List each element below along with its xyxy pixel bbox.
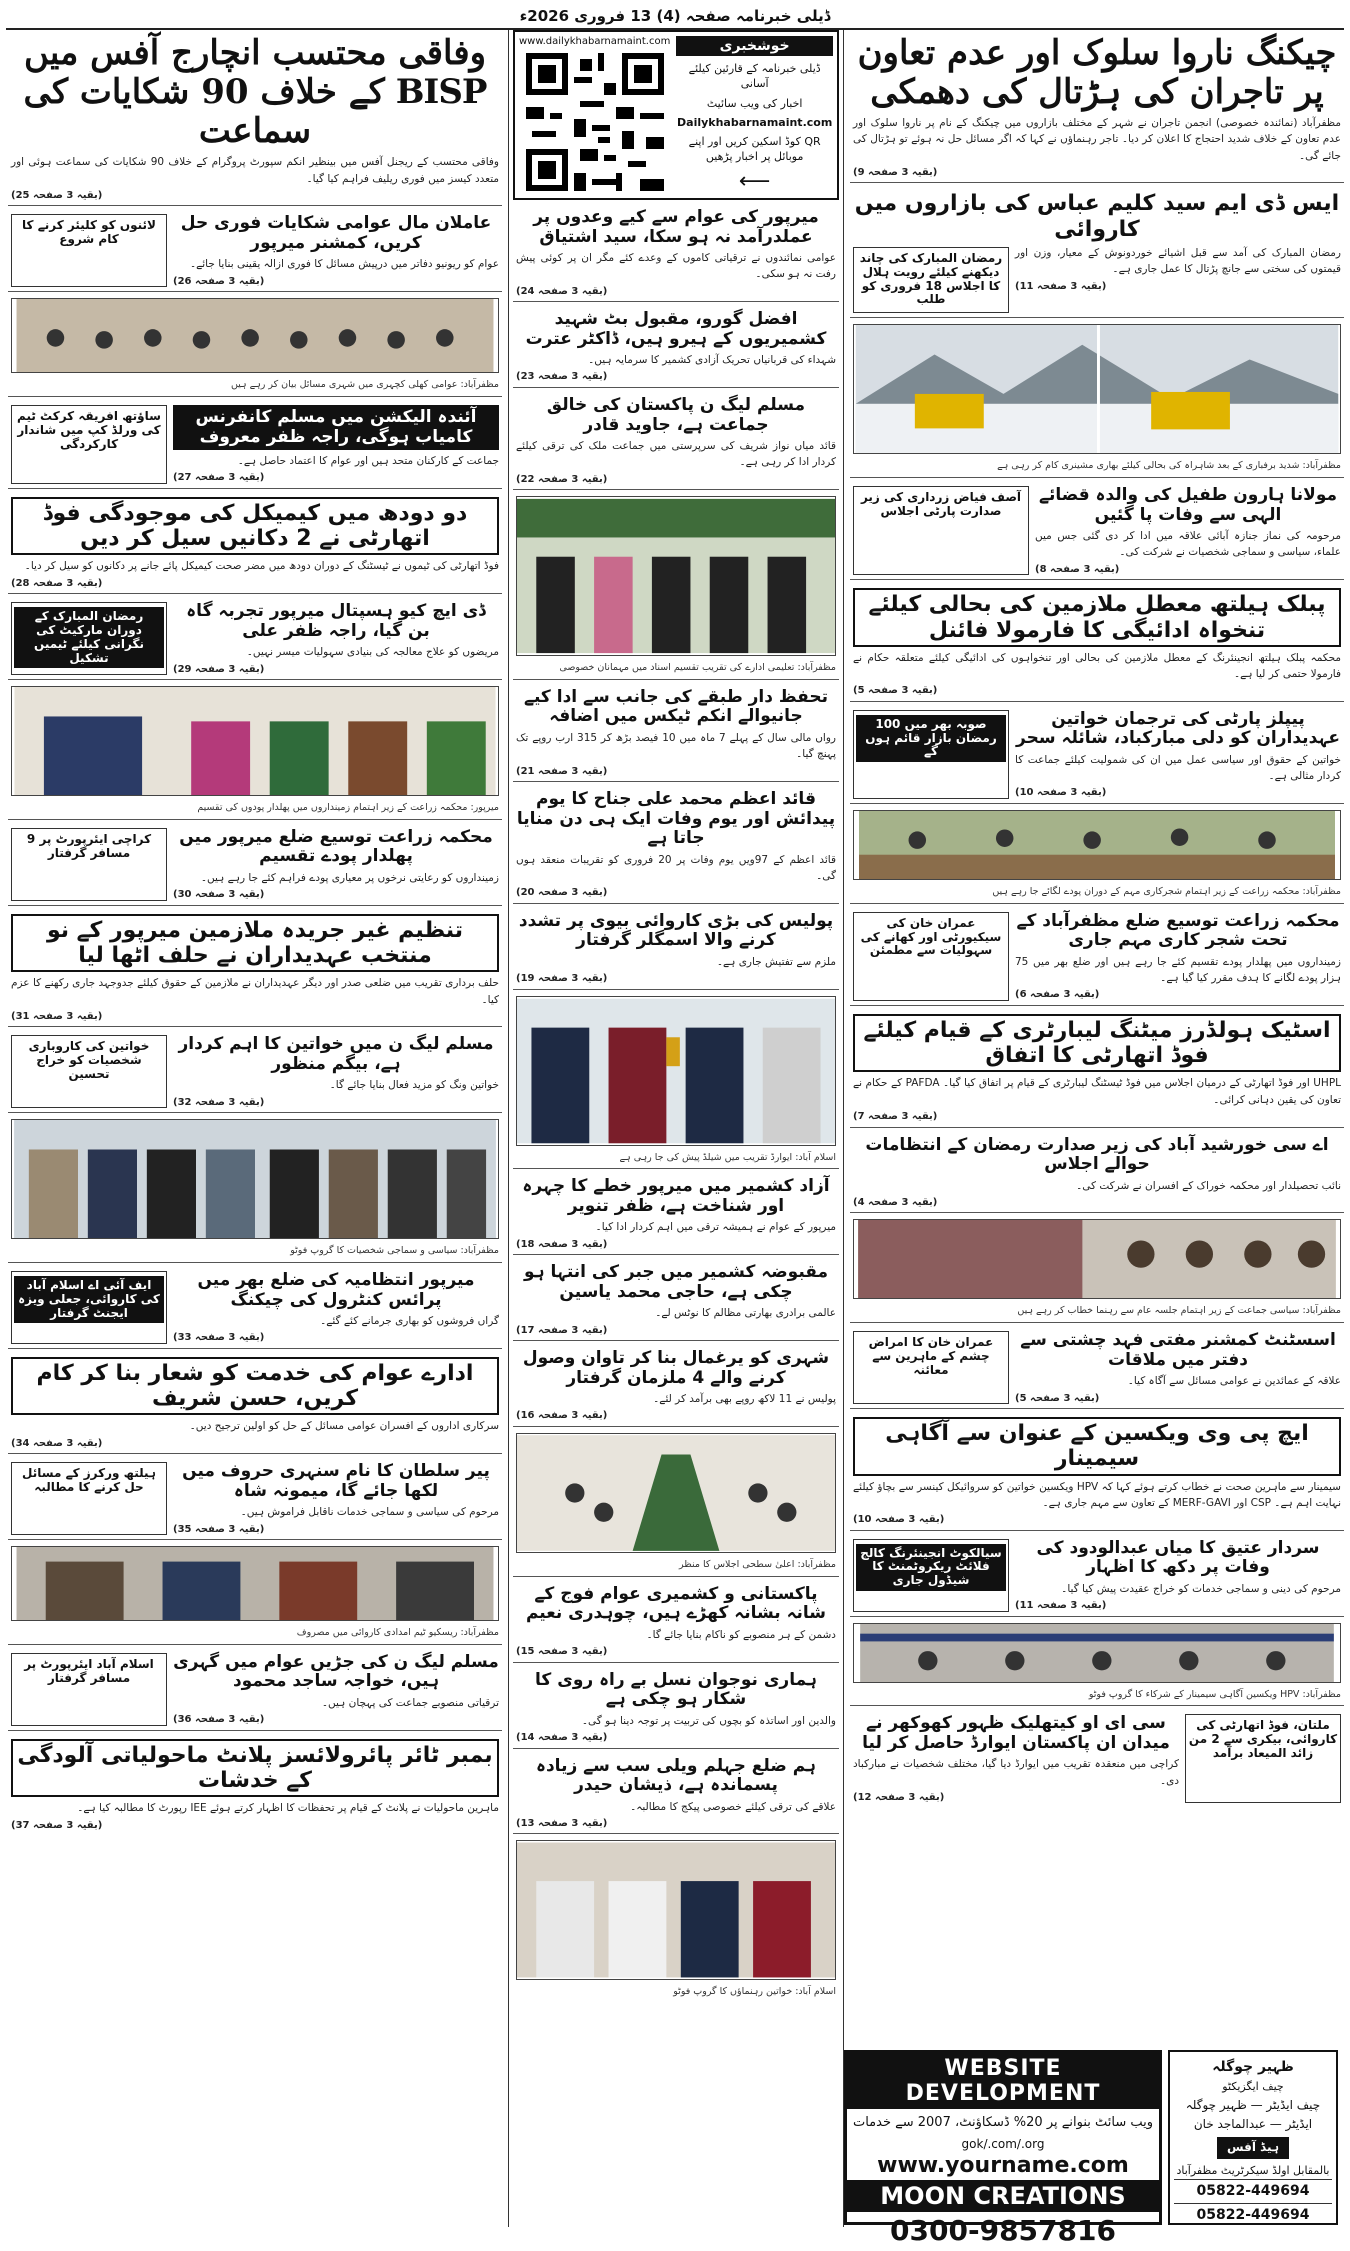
photo-caption: مظفرآباد: عوامی کھلی کچہری میں شہری مسائل بیان کر رہے ہیں	[230, 379, 499, 391]
story	[8, 1649, 502, 1731]
story-body: کراچی میں منعقدہ تقریب میں ایوارڈ دیا گیا، مختلف شخصیات نے مبارکباد دی۔ (بقیہ 3 صفحہ 12)	[853, 1758, 1179, 1803]
headline: ہم ضلع جہلم ویلی سب سے زیادہ پسماندہ ہے، ذیشان حیدر	[536, 1755, 816, 1796]
photo-plantation	[853, 810, 1341, 880]
photo-seminar	[853, 1623, 1341, 1683]
headline: آزاد کشمیر میں میرپور خطے کا چہرہ اور شناخت ہے، ظفر تنویر	[522, 1176, 830, 1216]
headline: ایس ڈی ایم سید کلیم عباس کی بازاروں میں کاروائی	[854, 191, 1340, 242]
headline: رمضان المبارک کی چاند دیکھنے کیلئے رویت ہلال کا اجلاس 18 فروری کو طلب	[859, 251, 1003, 307]
headline: تنظیم غیر جریدہ ملازمین میرپور کے نو منتخب عہدیداران نے حلف اٹھا لیا	[11, 914, 499, 973]
story	[513, 1667, 839, 1749]
headline: سی ای او کیتھلیک ظہور کھوکھر نے میدان ان پاکستان ایوارڈ حاصل کر لیا	[862, 1713, 1170, 1753]
editor-label: ایڈیٹر	[1285, 2117, 1313, 2132]
chief-editor-name: ظہیر چوگلہ	[1185, 2097, 1247, 2112]
headline: اسٹیک ہولڈرز میٹنگ لیبارٹری کے قیام کیلئے فوڈ اتھارٹی کا اتفاق	[853, 1014, 1341, 1073]
story	[8, 824, 502, 906]
photo-caption: مظفرآباد: شدید برفباری کے بعد شاہراہ کی بحالی کیلئے بھاری مشینری کام کر رہی ہے	[997, 460, 1341, 472]
headline: کراچی ایئرپورٹ پر 9 مسافر گرفتار	[26, 831, 152, 860]
headline: عاملان مال عوامی شکایات فوری حل کریں، کمشنر میرپور	[180, 213, 492, 253]
story-body: نائب تحصیلدار اور محکمہ خوراک کے افسران نے شرکت کی۔ (بقیہ 3 صفحہ 4)	[853, 1179, 1341, 1208]
story	[8, 210, 502, 292]
photo-caption: اسلام آباد: خواتین رہنماؤں کا گروپ فوٹو	[673, 1986, 836, 1998]
photo-block	[850, 1217, 1344, 1323]
headline: صوبہ بھر میں 100 رمضان بازار قائم ہوں گے	[856, 715, 1006, 762]
qr-url: www.dailykhabarnamaint.com	[519, 36, 671, 47]
story	[513, 392, 839, 490]
signature: ظہیر چوگلہ	[1212, 2059, 1294, 2075]
qr-title: خوشخبری	[676, 36, 833, 56]
dateline-bar	[6, 4, 1344, 30]
story-body: عالمی برادری بھارتی مظالم کا نوٹس لے۔ (بقیہ 3 صفحہ 17)	[516, 1307, 836, 1336]
office-phone: 05822-449694	[1174, 2179, 1332, 2202]
photo-block	[8, 684, 502, 820]
story	[8, 1267, 502, 1349]
photo-block	[850, 808, 1344, 904]
photo-rescue	[11, 1546, 499, 1621]
headline: پاکستانی و کشمیری عوام فوج کے شانہ بشانہ کھڑے ہیں، چوہدری نعیم	[525, 1583, 827, 1624]
story-body: مرحوم کی دینی و سماجی خدمات کو خراج عقیدت پیش کیا گیا۔ (بقیہ 3 صفحہ 11)	[1015, 1582, 1341, 1612]
story-body: علاقہ کے عمائدین نے عوامی مسائل سے آگاہ کیا۔ (بقیہ 3 صفحہ 5)	[1015, 1375, 1341, 1404]
story-body: قائد میاں نواز شریف کی سرپرستی میں جماعت ملک کی ترقی کیلئے کردار ادا کر رہی ہے۔ (بقیہ 3 صفحہ 22)	[516, 440, 836, 485]
headline: پیپلز پارٹی کی ترجمان خواتین عہدیداران کو دلی مبارکباد، شائلہ سحر	[1016, 708, 1340, 749]
story	[850, 584, 1344, 702]
story	[850, 482, 1344, 580]
headline: محکمہ زراعت توسیع ضلع مظفرآباد کے تحت شجر کاری مہم جاری	[1016, 910, 1340, 951]
photo-caption: مظفرآباد: تعلیمی ادارے کی تقریب تقسیم اسناد میں مہمانان خصوصی	[559, 662, 836, 674]
story-body: پولیس نے 11 لاکھ روپے بھی برآمد کر لئے۔ (بقیہ 3 صفحہ 16)	[516, 1393, 836, 1422]
story	[8, 30, 502, 206]
headline: خواتین کی کاروباری شخصیات کو خراج تحسین	[28, 1039, 150, 1081]
headline: قائد اعظم محمد علی جناح کا یوم پیدائش اور یوم وفات ایک ہی دن منایا جاتا ہے	[516, 789, 836, 849]
photo-caption: اسلام آباد: ایوارڈ تقریب میں شیلڈ پیش کی جا رہی ہے	[619, 1151, 836, 1163]
story	[513, 684, 839, 782]
story	[513, 1345, 839, 1427]
website-advert	[844, 2050, 1162, 2247]
story	[850, 1413, 1344, 1531]
story-body: عوامی نمائندوں نے ترقیاتی کاموں کے وعدے کئے مگر ان پر کوئی پیش رفت نہ ہو سکی۔ (بقیہ 3 صفحہ 24)	[516, 252, 836, 297]
ad-url[interactable]: www.yourname.com	[877, 2152, 1129, 2178]
story-body: حلف برداری تقریب میں ضلعی صدر اور دیگر عہدیداران نے ملازمین کے حقوق کیلئے جدوجہد جاری رکھنے کا عزم کیا۔ (بقیہ 3 صفحہ 31)	[11, 977, 499, 1022]
story	[513, 908, 839, 990]
story	[513, 786, 839, 904]
headline: مقبوضہ کشمیر میں جبر کی انتہا ہو چکی ہے، حاجی محمد یاسین	[523, 1262, 829, 1302]
story	[850, 908, 1344, 1006]
story-body: رمضان المبارک کی آمد سے قبل اشیائے خوردونوش کے معیار، وزن اور قیمتوں کی سختی سے جانچ پڑتال کا عمل جاری ہے۔ (بقیہ 3 صفحہ 11)	[1015, 247, 1341, 292]
photo-block	[850, 322, 1344, 478]
qr-site: Dailykhabarnamaint.com	[677, 116, 833, 129]
headline: دو دودھ میں کیمیکل کی موجودگی فوڈ اتھارٹی نے 2 دکانیں سیل کر دیں	[11, 497, 499, 556]
photo-rally	[853, 1219, 1341, 1299]
story	[8, 1353, 502, 1454]
story	[850, 30, 1344, 183]
headline: سردار عتیق کا میاں عبدالودود کی وفات پر دکھ کا اظہار	[1036, 1537, 1320, 1578]
story-body: مرحومہ کی نماز جنازہ آبائی علاقہ میں ادا کر دی گئی جس میں علماء، سیاسی و سماجی شخصیات نے شرکت کی۔ (بقیہ 3 صفحہ 8)	[1035, 530, 1341, 575]
ad-company: MOON CREATIONS	[847, 2180, 1159, 2212]
story-body: علاقے کی ترقی کیلئے خصوصی پیکج کا مطالبہ۔ (بقیہ 3 صفحہ 13)	[516, 1800, 836, 1829]
headline: آئندہ الیکشن میں مسلم کانفرنس کامیاب ہوگی، راجہ ظفر معروف	[173, 405, 499, 450]
photo-caption: میرپور: محکمہ زراعت کے زیر اہتمام زمینداروں میں پھلدار پودوں کی تقسیم	[197, 802, 499, 814]
headline: عمران خان کا امراض چشم کے ماہرین سے معائنہ	[868, 1335, 994, 1377]
headline: مولانا ہارون طفیل کی والدہ قضائے الہی سے وفات پا گئیں	[1038, 485, 1338, 525]
story	[513, 1581, 839, 1663]
photo-caption: مظفرآباد: ریسکیو ٹیم امدادی کاروائی میں مصروف	[296, 1627, 499, 1639]
photo-caption: مظفرآباد: اعلیٰ سطحی اجلاس کا منظر	[679, 1558, 836, 1570]
story-body: زمینداروں کو رعایتی نرخوں پر معیاری پودے فراہم کئے جا رہے ہیں۔ (بقیہ 3 صفحہ 30)	[173, 871, 499, 901]
headline: مسلم لیگ ن کی جڑیں عوام میں گہری ہیں، خواجہ ساجد محمود	[173, 1651, 499, 1692]
story-body: خواتین ونگ کو مزید فعال بنایا جائے گا۔ (بقیہ 3 صفحہ 32)	[173, 1079, 499, 1108]
qr-line: ڈیلی خبرنامہ کے قارئین کیلئے آسانی	[688, 61, 821, 90]
story	[850, 1710, 1344, 1807]
story-body: سیمینار سے ماہرین صحت نے خطاب کرتے ہوئے کہا کہ HPV ویکسین خواتین کو سروائیکل کینسر سے بچاؤ کیلئے نہایت اہم ہے۔ CSP اور MERF-GAVI کے تعاون سے مہم جاری ہے۔ (بقیہ 3 صفحہ 10)	[853, 1480, 1341, 1526]
story-body: ترقیاتی منصوبے جماعت کی پہچان ہیں۔ (بقیہ 3 صفحہ 36)	[173, 1697, 499, 1726]
middle-column	[508, 30, 844, 2227]
photo-block	[513, 1838, 839, 2003]
right-column	[850, 30, 1344, 2227]
photo-caption: مظفرآباد: محکمہ زراعت کے زیر اہتمام شجرکاری مہم کے دوران پودے لگائے جا رہے ہیں	[992, 885, 1341, 897]
qr-promo-box	[513, 30, 839, 200]
story	[850, 1327, 1344, 1409]
headline: ہیلتھ ورکرز کے مسائل حل کرنے کا مطالبہ	[22, 1466, 156, 1495]
story-body: مرحوم کی سیاسی و سماجی خدمات ناقابل فراموش ہیں۔ (بقیہ 3 صفحہ 35)	[173, 1506, 499, 1535]
photo-block	[8, 1117, 502, 1263]
story-body: سرکاری اداروں کے افسران عوامی مسائل کے حل کو اولین ترجیح دیں۔ (بقیہ 3 صفحہ 34)	[11, 1420, 499, 1449]
story-body: محکمہ پبلک ہیلتھ انجینئرنگ کے معطل ملازمین کی بحالی اور تنخواہوں کی ادائیگی کیلئے متعلقہ حکام نے فارمولا حتمی کر لیا ہے۔ (بقیہ 3 صفحہ 5)	[853, 651, 1341, 697]
photo-caption: مظفرآباد: سیاسی جماعت کے زیر اہتمام جلسہ عام سے رہنما خطاب کر رہے ہیں	[1017, 1305, 1341, 1317]
story-body: قائد اعظم کے 97ویں یوم وفات پر 20 فروری کو تقریبات منعقد ہوں گی۔ (بقیہ 3 صفحہ 20)	[516, 853, 836, 899]
story-body: جماعت کے کارکنان متحد ہیں اور عوام کا اعتماد حاصل ہے۔ (بقیہ 3 صفحہ 27)	[173, 455, 499, 484]
story	[513, 1259, 839, 1341]
story-body: گراں فروشوں کو بھاری جرمانے کئے گئے۔ (بقیہ 3 صفحہ 33)	[173, 1315, 499, 1344]
headline: ملتان، فوڈ اتھارٹی کی کاروائی، بیکری سے 2 من زائد المیعاد برآمد	[1188, 1718, 1338, 1760]
story	[513, 306, 839, 388]
headline: ایف آئی اے اسلام آباد کی کاروائی، جعلی ویزہ ایجنٹ گرفتار	[14, 1276, 164, 1323]
story	[850, 1010, 1344, 1128]
story-body: ملزم سے تفتیش جاری ہے۔ (بقیہ 3 صفحہ 19)	[516, 955, 836, 985]
story	[850, 706, 1344, 804]
headline: اے سی خورشید آباد کی زیر صدارت رمضان کے انتظامات حوالے اجلاس	[865, 1134, 1329, 1175]
ad-domains: gok/.com/.org	[961, 2136, 1045, 2151]
qr-code-icon	[520, 47, 670, 197]
photo-block	[850, 1621, 1344, 1707]
headline: لائنوں کو کلیئر کرنے کا کام شروع	[22, 218, 156, 247]
story-body: ماہرین ماحولیات نے پلانٹ کے قیام پر تحفظات کا اظہار کرتے ہوئے IEE رپورٹ کا مطالبہ کیا ہے۔ (بقیہ 3 صفحہ 37)	[11, 1802, 499, 1831]
photo-plant-distribution	[11, 686, 499, 796]
headline: پبلک ہیلتھ معطل ملازمین کی بحالی کیلئے تنخواہ ادائیگی کا فارمولا فائنل	[853, 588, 1341, 647]
headline: رمضان المبارک کے دوران مارکیٹ کی نگرانی کیلئے ٹیمیں تشکیل	[14, 607, 164, 668]
story	[513, 1173, 839, 1255]
headline: محکمہ زراعت توسیع ضلع میرپور میں پھلدار پودے تقسیم	[179, 826, 493, 867]
headline: پولیس کی بڑی کاروائی بیوی پر تشدد کرنے والا اسمگلر گرفتار	[518, 910, 834, 951]
photo-caption: مظفرآباد: HPV ویکسین آگاہی سیمینار کے شرکاء کا گروپ فوٹو	[1088, 1688, 1341, 1700]
office-and-ad	[844, 2050, 1338, 2247]
ad-phone: 0300-9857816	[890, 2213, 1116, 2247]
dateline: ڈیلی خبرنامہ صفحہ (4) 13 فروری 2026ء	[519, 7, 831, 25]
signature-title: چیف ایگزیکٹو	[1222, 2080, 1284, 2094]
story	[513, 1753, 839, 1835]
story-body: UHPL اور فوڈ اتھارٹی کے درمیان اجلاس میں فوڈ ٹیسٹنگ لیبارٹری کے قیام پر اتفاق کیا گیا۔ PAFDA کے حکام نے تعاون کی یقین دہانی کرائی۔ (بقیہ 3 صفحہ 7)	[853, 1077, 1341, 1123]
headline: چیکنگ ناروا سلوک اور عدم تعاون پر تاجران کی ہڑتال کی دھمکی	[857, 33, 1337, 113]
headline: اسسٹنٹ کمشنر مفتی فہد چشتی سے دفتر میں ملاقات	[1020, 1330, 1336, 1370]
story	[8, 1031, 502, 1113]
headline: آصف فیاض زرداری کی زیر صدارت پارٹی اجلاس	[860, 490, 1022, 518]
story	[513, 204, 839, 302]
headline: پیر سلطان کا نام سنہری حروف میں لکھا جائے گا، میمونہ شاہ	[182, 1461, 490, 1501]
headline: ادارے عوام کی خدمت کو شعار بنا کر کام کریں، حسن شریف	[11, 1357, 499, 1416]
photo-block	[8, 1544, 502, 1645]
headline: مسلم لیگ ن پاکستان کی خالق جماعت ہے، جاوید قادر	[546, 394, 806, 435]
office-box: ظہیر چوگلہ چیف ایگزیکٹو چیف ایڈیٹر — ظہیر چوگلہ ایڈیٹر — عبدالماجد خان ہیڈ آفس بالمقابل اولڈ سیکرٹریٹ مظفرآباد 05822-449694 05822-449694	[1168, 2050, 1338, 2225]
story-body: مظفرآباد (نمائندہ خصوصی) انجمن تاجران نے شہر کے مختلف بازاروں میں چیکنگ کے نام پر ناروا سلوک اور عدم تعاون کے خلاف شدید احتجاج کا اعلان کر دیا۔ تاجر رہنماؤں نے کہا کہ اگر مسائل حل نہ ہوئے تو ہڑتال کی جائے گی۔ (بقیہ 3 صفحہ 9)	[853, 117, 1341, 178]
headline: ہماری نوجوان نسل بے راہ روی کا شکار ہو چکی ہے	[535, 1669, 817, 1710]
editor-name: عبدالماجد خان	[1193, 2117, 1266, 2132]
photo-block	[8, 296, 502, 397]
story	[8, 1458, 502, 1540]
photo-caption: مظفرآباد: سیاسی و سماجی شخصیات کا گروپ فوٹو	[290, 1245, 499, 1257]
story	[850, 1132, 1344, 1214]
qr-line: QR کوڈ اسکین کریں اور اپنے موبائل پر اخبار پڑھیں	[688, 134, 821, 163]
story	[8, 493, 502, 594]
story-body: دشمن کے ہر منصوبے کو ناکام بنایا جائے گا۔ (بقیہ 3 صفحہ 15)	[516, 1628, 836, 1658]
story	[8, 401, 502, 489]
chief-editor-label: چیف ایڈیٹر	[1266, 2097, 1321, 2112]
headline: بمبر ٹائر پائرولائسز پلانٹ ماحولیاتی آلودگی کے خدشات	[11, 1739, 499, 1798]
story-body: شہداء کی قربانیاں تحریک آزادی کشمیر کا سرمایہ ہیں۔ (بقیہ 3 صفحہ 23)	[516, 354, 836, 383]
story	[850, 187, 1344, 318]
headline: میرپور انتظامیہ کی ضلع بھر میں پرائس کنٹرول کی چیکنگ	[197, 1270, 475, 1310]
story-body: وفاقی محتسب کے ریجنل آفس میں بینظیر انکم سپورٹ پروگرام کے خلاف 90 شکایات کی سماعت ہوئی اور متعدد کیسز میں فوری ریلیف فراہم کیا گیا۔ (بقیہ 3 صفحہ 25)	[11, 156, 499, 201]
story	[8, 1735, 502, 1835]
headline: اسلام آباد ایئرپورٹ پر مسافر گرفتار	[24, 1656, 154, 1685]
photo-public-hearing	[11, 298, 499, 373]
story-body: زمینداروں میں پھلدار پودے تقسیم کئے جا رہے ہیں اور ضلع بھر میں 75 ہزار پودے لگانے کا ہدف مقرر کیا گیا ہے۔ (بقیہ 3 صفحہ 6)	[1015, 955, 1341, 1001]
story	[8, 598, 502, 680]
headline: عمران خان کی سیکیورٹی اور کھانے کی سہولیات سے مطمئن	[860, 915, 1002, 958]
photo-convocation	[516, 496, 836, 656]
headline: ساؤتھ افریقہ کرکٹ ٹیم کی ورلڈ کپ میں شاندار کارکردگی	[17, 408, 161, 451]
ad-body: ویب سائٹ بنوانے پر 20% ڈسکاؤنٹ، 2007 سے خدمات	[852, 2115, 1154, 2130]
story	[850, 1535, 1344, 1617]
story-body: عوام کو ریونیو دفاتر میں درپیش مسائل کا فوری ازالہ یقینی بنایا جائے۔ (بقیہ 3 صفحہ 26)	[173, 258, 499, 287]
photo-block	[513, 994, 839, 1170]
headline: شہری کو یرغمال بنا کر تاوان وصول کرنے والے 4 ملزمان گرفتار	[522, 1348, 830, 1388]
headline: سیالکوٹ انجینئرنگ کالج فلائٹ ریکروٹمنٹ کا شیڈول جاری	[856, 1544, 1006, 1591]
office-address: بالمقابل اولڈ سیکرٹریٹ مظفرآباد	[1176, 2163, 1330, 2177]
headline: وفاقی محتسب انچارج آفس میں BISP کے خلاف 90 شکایات کی سماعت	[23, 33, 487, 152]
photo-meeting	[516, 1433, 836, 1553]
story	[8, 910, 502, 1028]
left-column	[8, 30, 502, 2227]
headline: میرپور کی عوام سے کیے وعدوں پر عملدرآمد نہ ہو سکا، سید اشتیاق	[533, 207, 819, 247]
head-office-label: ہیڈ آفس	[1217, 2137, 1289, 2158]
headline: افضل گورو، مقبول بٹ شہید کشمیریوں کے ہیرو ہیں، ڈاکٹر عترت	[525, 309, 827, 349]
story-body: خواتین کے حقوق اور سیاسی عمل میں ان کی شمولیت کیلئے جماعت کا کردار مثالی ہے۔ (بقیہ 3 صفحہ 10)	[1015, 753, 1341, 799]
story-body: میرپور کے عوام نے ہمیشہ ترقی میں اہم کردار ادا کیا۔ (بقیہ 3 صفحہ 18)	[516, 1221, 836, 1250]
photo-snow-clearing	[853, 324, 1341, 454]
headline: تحفظ دار طبقے کی جانب سے ادا کیے جانیوالے انکم ٹیکس میں اضافہ	[524, 686, 828, 727]
photo-block	[513, 494, 839, 680]
headline: ڈی ایچ کیو ہسپتال میرپور تجربہ گاہ بن گیا، راجہ ظفر علی	[186, 601, 486, 641]
headline: ایچ پی وی ویکسین کے عنوان سے آگاہی سیمینار	[853, 1417, 1341, 1476]
story-body: مریضوں کو علاج معالجہ کی بنیادی سہولیات میسر نہیں۔ (بقیہ 3 صفحہ 29)	[173, 646, 499, 675]
story-body: والدین اور اساتذہ کو بچوں کی تربیت پر توجہ دینا ہو گی۔ (بقیہ 3 صفحہ 14)	[516, 1714, 836, 1743]
photo-block	[513, 1431, 839, 1577]
headline: مسلم لیگ ن میں خواتین کا اہم کردار ہے، بیگم منظور	[178, 1034, 494, 1074]
story-body: رواں مالی سال کے پہلے 7 ماہ میں 10 فیصد بڑھ کر 315 ارب روپے تک پہنچ گیا۔ (بقیہ 3 صفحہ 21)	[516, 732, 836, 777]
qr-line: اخبار کی ویب سائیٹ	[706, 97, 803, 110]
photo-women-leaders	[516, 1840, 836, 1980]
arrow-left-icon: ⟵	[738, 169, 771, 194]
photo-award	[516, 996, 836, 1146]
photo-group	[11, 1119, 499, 1239]
story-body: فوڈ اتھارٹی کی ٹیموں نے ٹیسٹنگ کے دوران دودھ میں مضر صحت کیمیکل پائے جانے پر دکانوں کو سیل کر دیا۔ (بقیہ 3 صفحہ 28)	[11, 560, 499, 589]
office-phone: 05822-449694	[1174, 2203, 1332, 2226]
ad-title: WEBSITE DEVELOPMENT	[847, 2053, 1159, 2109]
